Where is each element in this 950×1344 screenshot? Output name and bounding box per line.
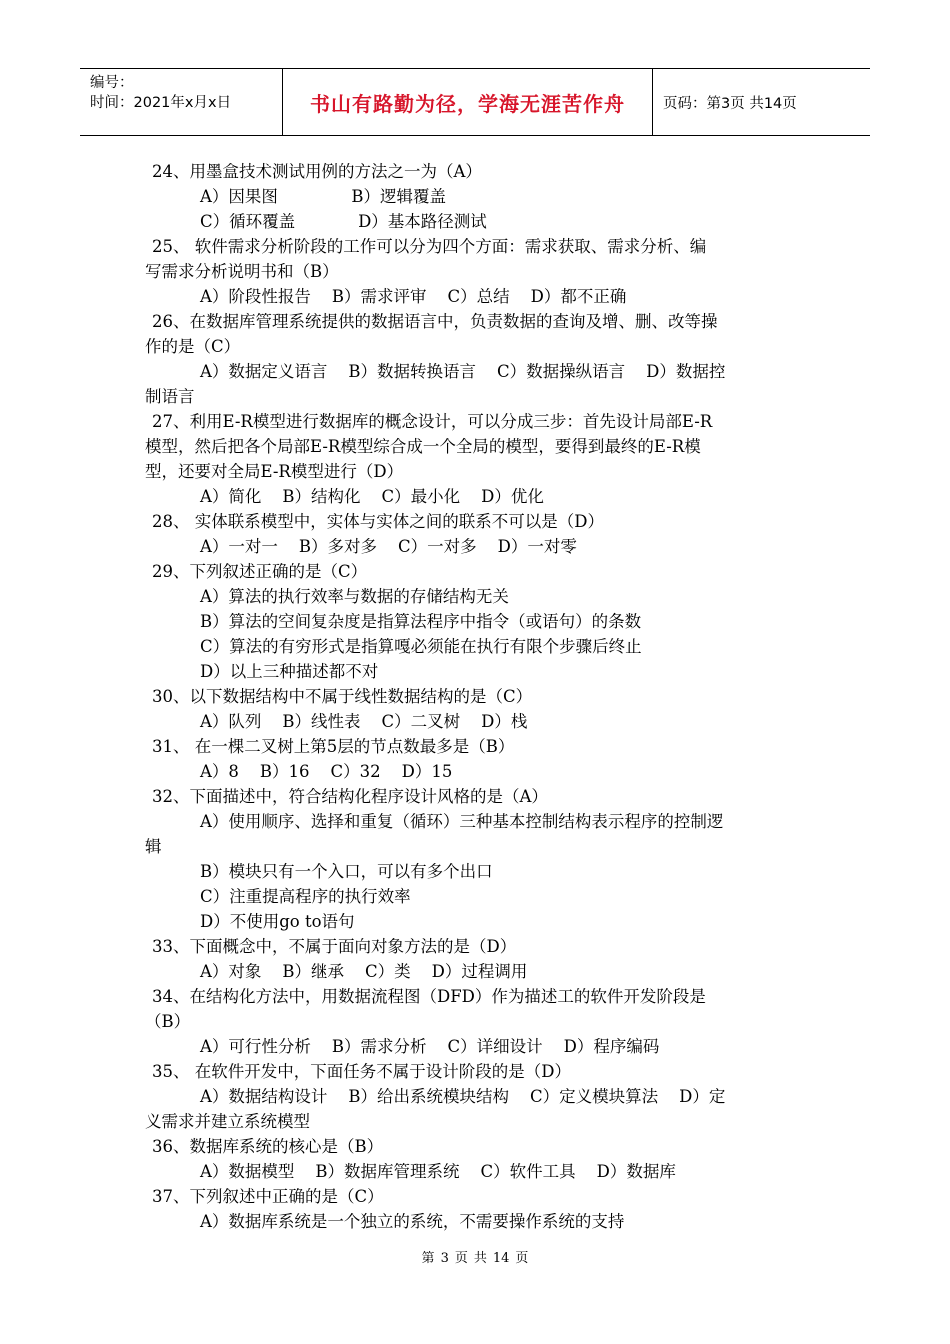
question-33-options: A）对象 B）继承 C）类 D）过程调用 <box>200 962 528 981</box>
question-24: 24、用墨盒技术测试用例的方法之一为（A） <box>152 162 482 181</box>
number-label: 编号： <box>90 75 134 91</box>
question-25-options: A）阶段性报告 B）需求评审 C）总结 D）都不正确 <box>200 287 627 306</box>
question-25: 25、 软件需求分析阶段的工作可以分为四个方面：需求获取、需求分析、编 <box>152 237 707 256</box>
question-27-options: A）简化 B）结构化 C）最小化 D）优化 <box>200 487 544 506</box>
question-37-option-a: A）数据库系统是一个独立的系统，不需要操作系统的支持 <box>200 1212 625 1231</box>
question-27: 27、利用E-R模型进行数据库的概念设计，可以分成三步：首先设计局部E-R <box>152 412 713 431</box>
question-27-continued-2: 型，还要对全局E-R模型进行（D） <box>145 462 404 481</box>
footer-ye: 页 <box>454 1251 468 1266</box>
question-32: 32、下面描述中，符合结构化程序设计风格的是（A） <box>152 787 548 806</box>
question-24-options-cd: C）循环覆盖 D）基本路径测试 <box>200 212 487 231</box>
footer-di: 第 <box>421 1251 435 1266</box>
footer-page-number: 3 <box>440 1251 449 1266</box>
motto-text: 书山有路勤为径，学海无涯苦作舟 <box>310 91 625 116</box>
question-31: 31、 在一棵二叉树上第5层的节点数最多是（B） <box>152 737 515 756</box>
question-34-continued: （B） <box>145 1012 191 1031</box>
question-32-option-d: D）不使用go to语句 <box>200 912 355 931</box>
question-29-option-a: A）算法的执行效率与数据的存储结构无关 <box>200 587 509 606</box>
question-34: 34、在结构化方法中，用数据流程图（DFD）作为描述工的软件开发阶段是 <box>152 987 706 1006</box>
question-36: 36、数据库系统的核心是（B） <box>152 1137 384 1156</box>
question-26: 26、在数据库管理系统提供的数据语言中，负责数据的查询及增、删、改等操 <box>152 312 718 331</box>
footer-ye-2: 页 <box>515 1251 529 1266</box>
question-37: 37、下列叙述中正确的是（C） <box>152 1187 384 1206</box>
question-29: 29、下列叙述正确的是（C） <box>152 562 368 581</box>
question-35-options-continued: 义需求并建立系统模型 <box>145 1112 310 1131</box>
question-24-options-ab: A）因果图 B）逻辑覆盖 <box>200 187 446 206</box>
question-30-options: A）队列 B）线性表 C）二叉树 D）栈 <box>200 712 528 731</box>
footer-gong: 共 <box>473 1251 487 1266</box>
question-26-continued: 作的是（C） <box>145 337 241 356</box>
question-32-option-b: B）模块只有一个入口，可以有多个出口 <box>200 862 493 881</box>
page-value: 第3页 共14页 <box>706 95 797 112</box>
question-32-option-a-continued: 辑 <box>145 837 162 856</box>
question-32-option-a: A）使用顺序、选择和重复（循环）三种基本控制结构表示程序的控制逻 <box>200 812 724 831</box>
question-30: 30、以下数据结构中不属于线性数据结构的是（C） <box>152 687 533 706</box>
time-value: 2021年x月x日 <box>133 95 232 111</box>
question-32-option-c: C）注重提高程序的执行效率 <box>200 887 411 906</box>
page-footer <box>0 1247 950 1266</box>
question-27-continued-1: 模型，然后把各个局部E-R模型综合成一个全局的模型，要得到最终的E-R模 <box>145 437 701 456</box>
page-label: 页码： <box>663 95 707 112</box>
question-26-options-continued: 制语言 <box>145 387 195 406</box>
time-label: 时间： <box>90 95 134 111</box>
footer-total-pages: 14 <box>492 1251 510 1266</box>
question-31-options: A）8 B）16 C）32 D）15 <box>200 762 453 781</box>
question-36-options: A）数据模型 B）数据库管理系统 C）软件工具 D）数据库 <box>200 1162 676 1181</box>
question-33: 33、下面概念中，不属于面向对象方法的是（D） <box>152 937 517 956</box>
question-28: 28、 实体联系模型中，实体与实体之间的联系不可以是（D） <box>152 512 604 531</box>
question-34-options: A）可行性分析 B）需求分析 C）详细设计 D）程序编码 <box>200 1037 660 1056</box>
question-29-option-d: D）以上三种描述都不对 <box>200 662 379 681</box>
question-25-continued: 写需求分析说明书和（B） <box>145 262 339 281</box>
question-28-options: A）一对一 B）多对多 C）一对多 D）一对零 <box>200 537 577 556</box>
question-26-options: A）数据定义语言 B）数据转换语言 C）数据操纵语言 D）数据控 <box>200 362 726 381</box>
question-35-options: A）数据结构设计 B）给出系统模块结构 C）定义模块算法 D）定 <box>200 1087 726 1106</box>
question-29-option-b: B）算法的空间复杂度是指算法程序中指令（或语句）的条数 <box>200 612 642 631</box>
question-35: 35、 在软件开发中，下面任务不属于设计阶段的是（D） <box>152 1062 571 1081</box>
question-29-option-c: C）算法的有穷形式是指算嘎必须能在执行有限个步骤后终止 <box>200 637 642 656</box>
